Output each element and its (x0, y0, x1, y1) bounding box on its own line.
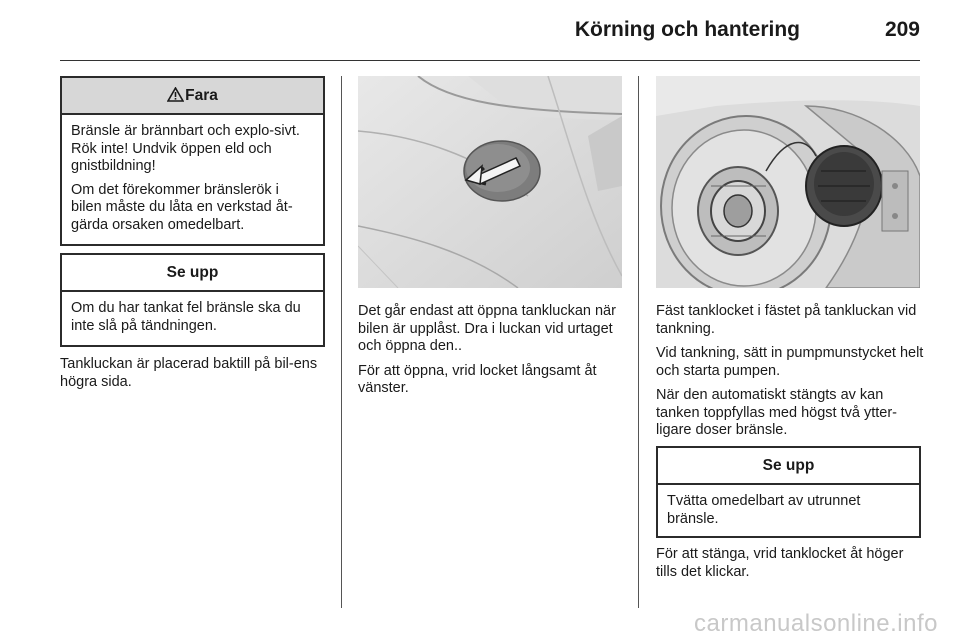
column-divider-2 (638, 76, 639, 608)
fuel-cap-illustration (656, 76, 920, 288)
fuel-flap-figure (358, 76, 622, 288)
caution-box-1 (60, 253, 325, 347)
body-paragraph: För att öppna, vrid locket långsamt åt vänster. (358, 362, 597, 396)
body-paragraph: Fäst tanklocket i fästet på tankluckan vid tankning. (656, 303, 917, 337)
watermark: carmanualsonline.info (694, 610, 938, 637)
caution-box-2 (656, 446, 921, 538)
body-paragraph: Vid tankning, sätt in pumpmunstycket helt och starta pumpen. (656, 345, 924, 379)
warning-triangle-icon (167, 80, 184, 115)
danger-paragraph: Om det förekommer bränslerök i bilen måste du låta en verkstad åt-gärda orsaken omedelbart. (71, 181, 293, 233)
caution-text: Om du har tankat fel bränsle ska du inte slå på tändningen. (71, 300, 301, 334)
header-divider (60, 60, 920, 61)
fuel-flap-illustration (358, 76, 622, 288)
column3-body-text (656, 303, 928, 447)
page-number: 209 (884, 18, 920, 41)
danger-box (60, 76, 325, 246)
danger-box-title: Fara (185, 87, 218, 104)
caution-text: Tvätta omedelbart av utrunnet bränsle. (667, 493, 861, 527)
body-paragraph: För att stänga, vrid tanklocket åt höger tills det klickar. (656, 546, 904, 580)
caution-box-1-header: Se upp (62, 255, 323, 292)
column3-closing-text (656, 546, 926, 588)
danger-box-body (62, 115, 323, 246)
body-paragraph: När den automatiskt stängts av kan tanken toppfyllas med högst två ytter-ligare doser bränsle. (656, 387, 897, 438)
body-paragraph: Det går endast att öppna tankluckan när bilen är upplåst. Dra i luckan vid urtaget och öppna den.. (358, 303, 616, 354)
column-divider-1 (341, 76, 342, 608)
column2-body-text (358, 303, 628, 405)
fuel-cap-figure (656, 76, 920, 288)
page-title: Körning och hantering (574, 18, 800, 41)
column1-body-text (60, 356, 326, 398)
danger-box-header (62, 78, 323, 115)
caution-box-1-body (62, 292, 323, 347)
body-paragraph: Tankluckan är placerad baktill på bil-ens högra sida. (60, 356, 318, 390)
caution-box-2-body (658, 485, 919, 540)
danger-paragraph: Bränsle är brännbart och explo-sivt. Rök inte! Undvik öppen eld och gnistbildning! (71, 123, 300, 174)
caution-box-2-header: Se upp (658, 448, 919, 485)
